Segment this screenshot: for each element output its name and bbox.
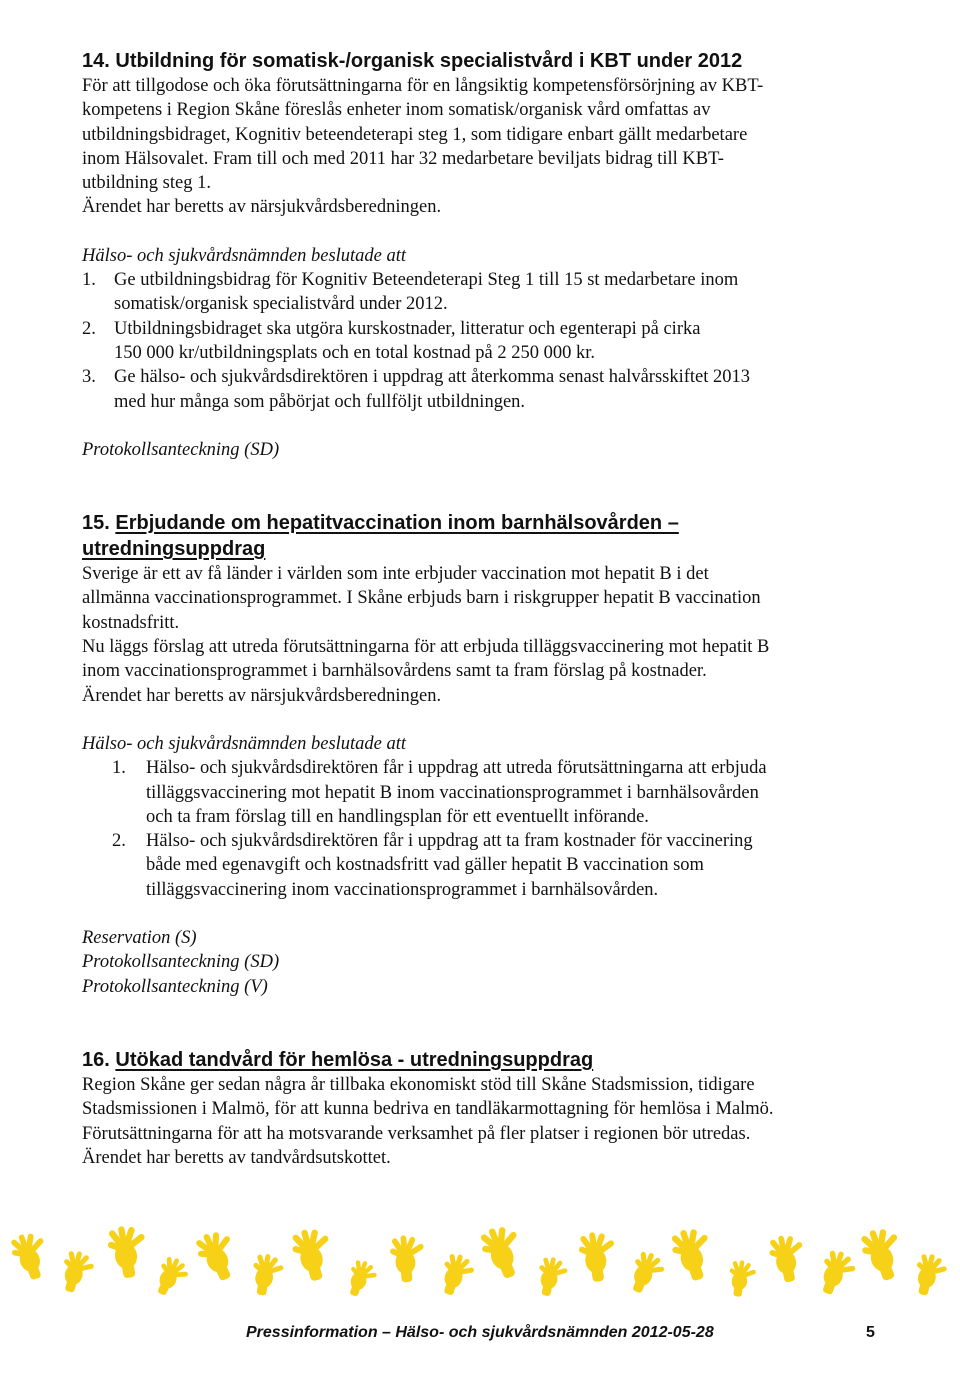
section-15-title-cont: utredningsuppdrag — [82, 538, 266, 561]
hand-icon — [475, 1220, 531, 1283]
protocol-note: Protokollsanteckning (V) — [82, 976, 268, 997]
hand-icon — [624, 1248, 669, 1299]
section-15-decision-list — [82, 756, 882, 902]
hand-icon — [56, 1248, 98, 1296]
section-14-paragraph — [82, 74, 882, 220]
section-14-heading — [82, 48, 882, 74]
hand-icon — [856, 1223, 911, 1286]
text-line: kostnadsfritt. — [82, 612, 180, 633]
hand-icon — [909, 1251, 950, 1299]
section-14-title: Utbildning för somatisk-/organisk specialistvård i KBT under 2012 — [115, 50, 743, 72]
text-line: allmänna vaccinationsprogrammet. I Skåne erbjuds barn i riskgrupper hepatit B vaccination — [82, 588, 761, 609]
hand-icon — [765, 1232, 810, 1285]
text-line: utbildningsbidraget, Kognitiv beteendeterapi steg 1, som tidigare enbart gällt medarbetare — [82, 124, 748, 145]
page-number: 5 — [866, 1324, 875, 1341]
section-15-paragraph — [82, 562, 882, 708]
text-line: Sverige är ett av få länder i världen som inte erbjuder vaccination mot hepatit B i det — [82, 564, 709, 585]
text-line: inom vaccinationsprogrammet i barnhälsovårdens samt ta fram förslag på kostnader. — [82, 661, 707, 682]
hand-icon — [149, 1253, 193, 1301]
text-line: kompetens i Region Skåne föreslås enheter inom somatisk/organisk vård omfattas av — [82, 100, 711, 121]
list-item: 2. Hälso- och sjukvårdsdirektören får i uppdrag att ta fram kostnader för vaccinering både med egenavgift och kostnadsfritt vad gäller hepatit B vaccination som tilläggsvaccinering inom vaccinationsprogrammet i barnhälsovården. — [112, 831, 753, 900]
hand-icon — [666, 1223, 720, 1285]
text-line: Nu läggs förslag att utreda förutsättningarna för att erbjuda tilläggsvaccinering mot hepatit B — [82, 637, 770, 658]
reservation-note: Reservation (S) — [82, 928, 197, 949]
hand-icon — [435, 1250, 478, 1299]
hand-icon — [725, 1259, 758, 1299]
hand-icon — [6, 1228, 56, 1284]
hand-icon — [388, 1234, 428, 1284]
text-line: utbildning steg 1. — [82, 173, 211, 194]
hand-icon — [342, 1257, 381, 1301]
document-body — [82, 48, 882, 1170]
yellow-hands-border-icon — [0, 1215, 960, 1325]
hand-icon — [576, 1229, 620, 1283]
hand-icon — [248, 1252, 287, 1299]
protocol-note: Protokollsanteckning (SD) — [82, 439, 280, 460]
list-item: 2. Utbildningsbidraget ska utgöra kurskostnader, litteratur och egenterapi på cirka 150 000 kr/utbildningsplats och en total kostnad på 2 250 000 kr. — [82, 318, 701, 363]
text-line: Stadsmissionen i Malmö, för att kunna bedriva en tandläkarmottagning för hemlösa i Malmö. — [82, 1099, 774, 1120]
text-line: inom Hälsovalet. Fram till och med 2011 har 32 medarbetare beviljats bidrag till KBT- — [82, 148, 724, 169]
page-footer — [0, 1324, 960, 1348]
list-item: 1. Ge utbildningsbidrag för Kognitiv Beteendeterapi Steg 1 till 15 st medarbetare inom somatisk/organisk specialistvård under 2012. — [82, 270, 739, 315]
text-line: Ärendet har beretts av närsjukvårdsberedningen. — [82, 197, 442, 218]
section-16-number: 16. — [82, 1048, 110, 1071]
hand-icon — [533, 1255, 570, 1299]
section-16-title: Utökad tandvård för hemlösa - utredningsuppdrag — [115, 1048, 594, 1071]
section-15-title: Erbjudande om hepatitvaccination inom barnhälsovården – — [115, 512, 679, 535]
text-line: Förutsättningarna för att ha motsvarande verksamhet på fler platser i regionen bör utredas. — [82, 1123, 751, 1144]
hand-icon — [104, 1222, 152, 1280]
section-15-number: 15. — [82, 512, 110, 535]
section-14-number: 14. — [82, 50, 110, 72]
footer-text: Pressinformation – Hälso- och sjukvårdsnämnden 2012-05-28 — [246, 1324, 714, 1341]
text-line: Ärendet har beretts av tandvårdsutskottet. — [82, 1147, 391, 1168]
section-15-decision-heading: Hälso- och sjukvårdsnämnden beslutade att — [82, 733, 407, 754]
hand-icon — [287, 1224, 339, 1285]
hand-icon — [813, 1247, 860, 1300]
text-line: För att tillgodose och öka förutsättningarna för en långsiktig kompetensförsörjning av KBT- — [82, 76, 764, 96]
section-14-decision-heading: Hälso- och sjukvårdsnämnden beslutade att — [82, 245, 407, 266]
section-14-decision-list — [82, 268, 882, 414]
list-item: 1. Hälso- och sjukvårdsdirektören får i uppdrag att utreda förutsättningarna att erbjuda tilläggsvaccinering mot hepatit B inom vaccinationsprogrammet i barnhälsovården och ta fram förslag till en handlingsplan för ett eventuellt införande. — [112, 758, 767, 827]
section-16-paragraph — [82, 1073, 882, 1170]
protocol-note: Protokollsanteckning (SD) — [82, 952, 280, 973]
section-16-heading — [82, 1047, 882, 1073]
text-line: Ärendet har beretts av närsjukvårdsberedningen. — [82, 685, 442, 706]
section-15-heading — [82, 510, 882, 562]
list-item: 3. Ge hälso- och sjukvårdsdirektören i uppdrag att återkomma senast halvårsskiftet 2013 med hur många som påbörjat och fullföljt utbildningen. — [82, 367, 751, 412]
text-line: Region Skåne ger sedan några år tillbaka ekonomiskt stöd till Skåne Stadsmission, tidigare — [82, 1074, 755, 1095]
hand-icon — [191, 1225, 246, 1286]
